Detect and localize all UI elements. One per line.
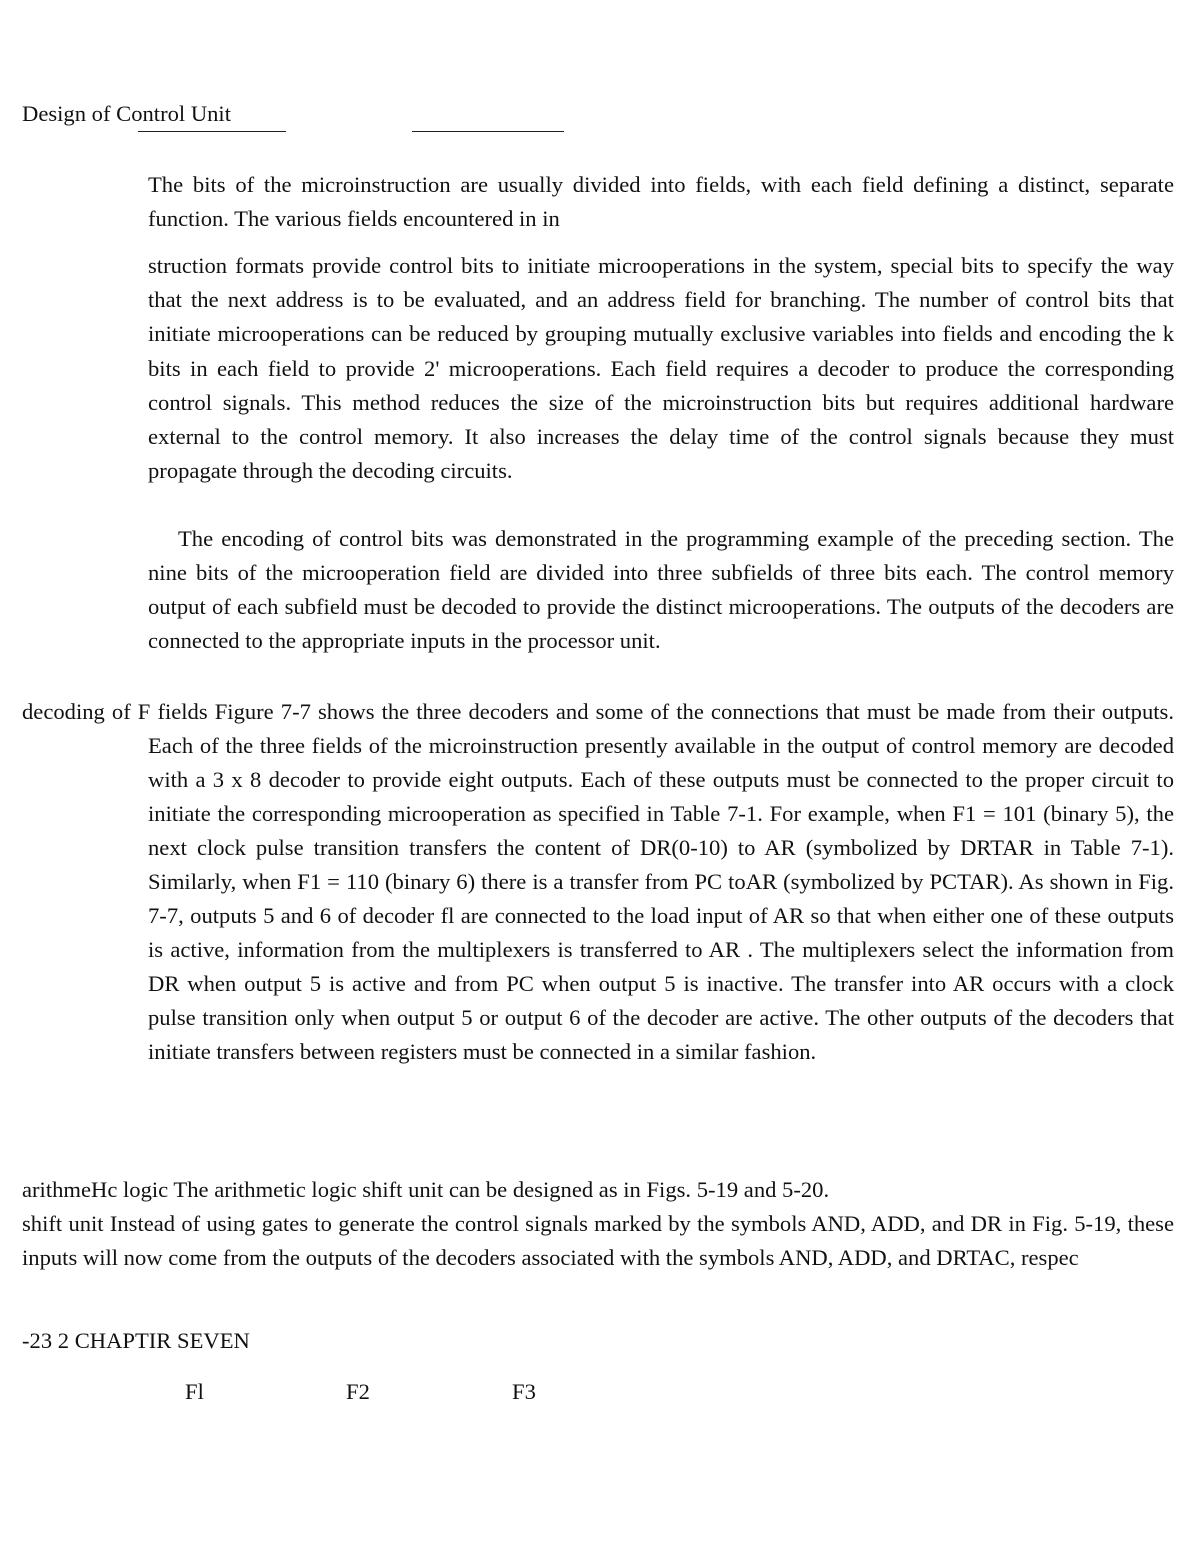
paragraph-control-bits: struction formats provide control bits to initiate microoperations in the system, special bits to specify the way that the next address is to be evaluated, and an address field for branching. The number of control bits that initiate microoperations can be reduced by grouping mutually exclusive variables into fields and encoding the k bits in each field to provide 2' microoperations. Each field requires a decoder to produce the corresponding control signals. This method reduces the size of the microinstruction bits but requires additional hardware external to the control memory. It also increases the delay time of the control signals because they must propagate through the decoding circuits. [148,253,1174,484]
paragraph-fields-intro: The bits of the microinstruction are usually divided into fields, with each field defining a distinct, separate function. The various fields encountered in in [148,172,1174,231]
paragraph-arithmetic-logic: arithmeHc logic The arithmetic logic shift unit can be designed as in Figs. 5-19 and 5-20. [22,1177,830,1202]
figure-label-f2: F2 [346,1379,370,1404]
header-underline-right [412,131,564,132]
paragraph-encoding: The encoding of control bits was demonstrated in the programming example of the preceding section. The nine bits of the microoperation field are divided into three subfields of three bits each. The control memory output of each subfield must be decoded to provide the distinct microoperations. The outputs of the decoders are connected to the appropriate inputs in the processor unit. [148,526,1174,653]
chapter-footer: -23 2 CHAPTIR SEVEN [22,1328,250,1353]
paragraph-decoding-f-fields: decoding of F fields Figure 7-7 shows the three decoders and some of the connections that must be made from their outputs. Each of the three fields of the microinstruction presently available in the output of control memory are decoded with a 3 x 8 decoder to provide eight outputs. Each of these outputs must be connected to the proper circuit to initiate the corresponding microoperation as specified in Table 7-1. For example, when F1 = 101 (binary 5), the next clock pulse transition transfers the content of DR(0-10) to AR (symbolized by DRTAR in Table 7-1). Similarly, when F1 = 110 (binary 6) there is a transfer from PC toAR (symbolized by PCTAR). As shown in Fig. 7-7, outputs 5 and 6 of decoder fl are connected to the load input of AR so that when either one of these outputs is active, information from the multiplexers is transferred to AR . The multiplexers select the information from DR when output 5 is active and from PC when output 5 is inactive. The transfer into AR occurs with a clock pulse transition only when output 5 or output 6 of the decoder are active. The other outputs of the decoders that initiate transfers between registers must be connected in a similar fashion. [22,699,1174,1064]
page-header-title: Design of Control Unit [22,101,231,126]
header-underline-left [138,131,286,132]
paragraph-shift-unit: shift unit Instead of using gates to generate the control signals marked by the symbols AND, ADD, and DR in Fig. 5-19, these inputs will now come from the outputs of the decoders associated with the symbols AND, ADD, and DRTAC, respec [22,1211,1174,1270]
figure-label-f1: Fl [185,1379,204,1404]
figure-label-f3: F3 [512,1379,536,1404]
